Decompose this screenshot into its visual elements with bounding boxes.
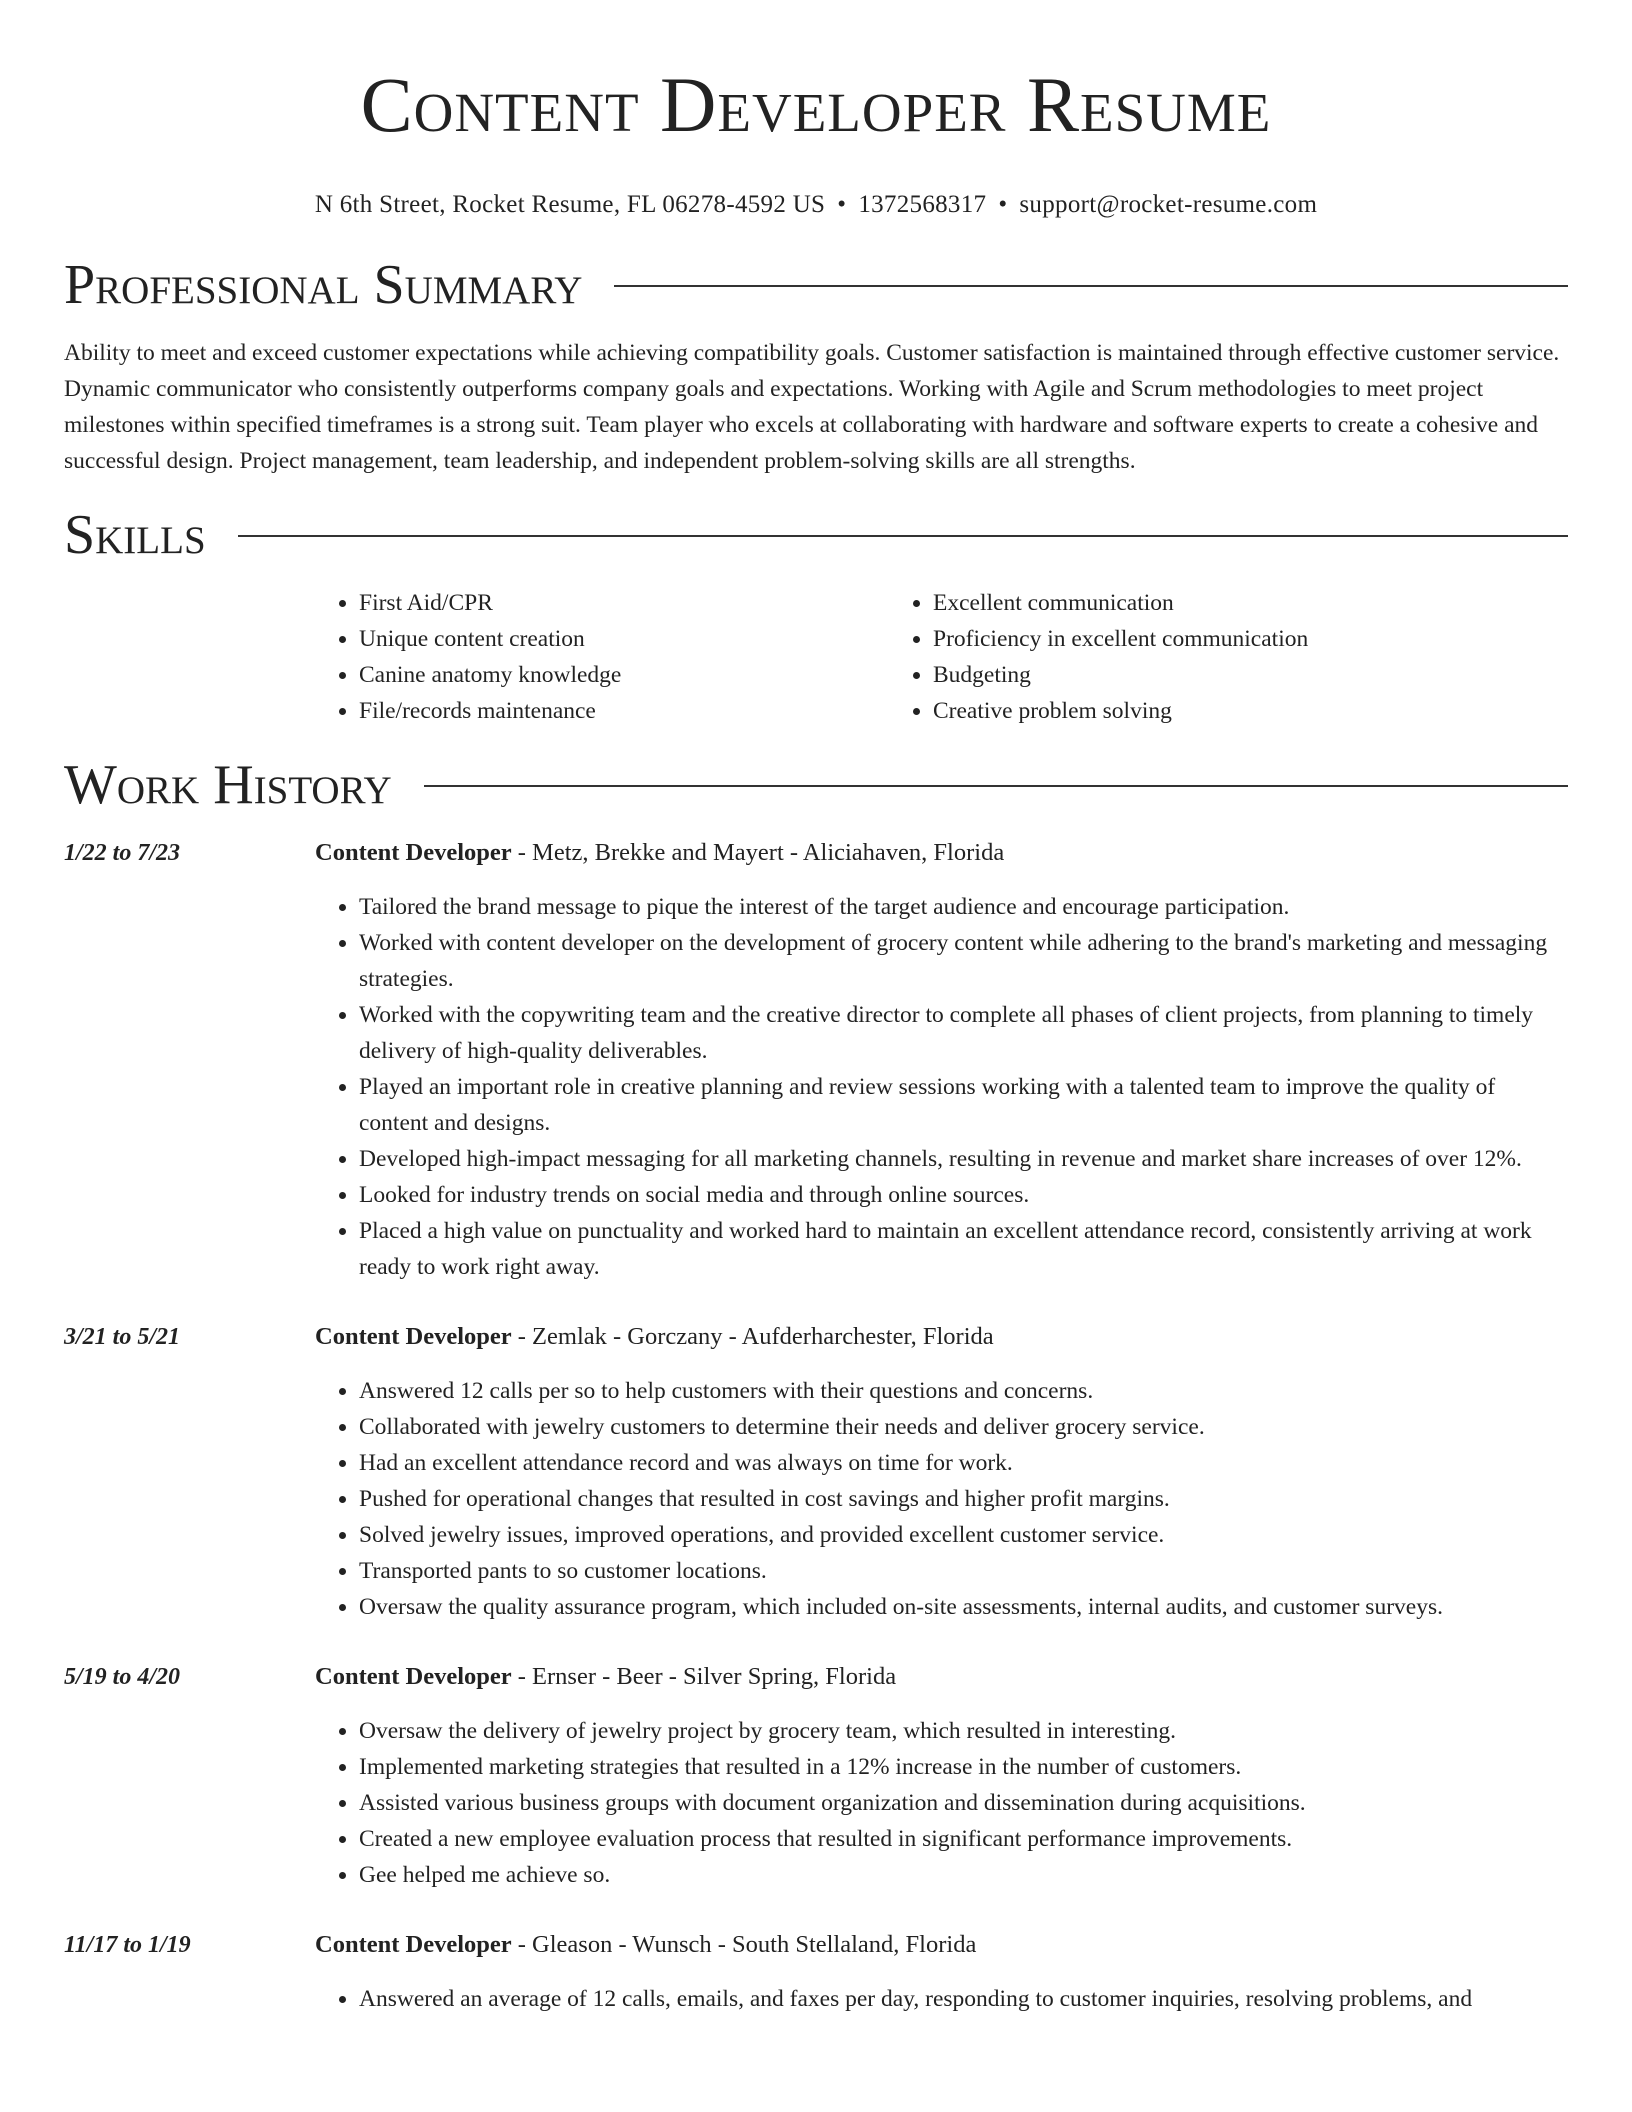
contact-line: [64, 190, 1568, 220]
job-bullet: • Collaborated with jewelry customers to determine their needs and deliver grocery service.: [359, 1409, 1568, 1445]
job-entry: [64, 835, 1568, 1285]
skill-item: • Budgeting: [933, 657, 1463, 693]
job-company: - Zemlak - Gorczany - Aufderharchester, Florida: [511, 1323, 994, 1350]
job-body: [315, 835, 1568, 1285]
section-divider: [424, 785, 1568, 787]
skill-item: • Creative problem solving: [933, 693, 1463, 729]
job-bullet: • Worked with content developer on the development of grocery content while adhering to the brand's marketing and messaging strategies.: [359, 925, 1568, 997]
skills-section-header: [64, 503, 1568, 567]
job-bullet: • Played an important role in creative planning and review sessions working with a talented team to improve the quality of content and designs.: [359, 1069, 1568, 1141]
skill-item: • Unique content creation: [359, 621, 889, 657]
skills-column-left: [315, 585, 889, 729]
work-section-header: [64, 753, 1568, 817]
job-entry: [64, 1319, 1568, 1625]
job-header: [315, 835, 1568, 871]
skills-column-right: [889, 585, 1463, 729]
job-bullet: • Transported pants to so customer locations.: [359, 1553, 1568, 1589]
job-bullet: • Placed a high value on punctuality and worked hard to maintain an excellent attendance record, consistently arriving at work ready to work right away.: [359, 1213, 1568, 1285]
job-bullet: • Solved jewelry issues, improved operations, and provided excellent customer service.: [359, 1517, 1568, 1553]
contact-separator: •: [837, 191, 847, 218]
job-bullets: [315, 1373, 1568, 1625]
summary-text: Ability to meet and exceed customer expectations while achieving compatibility goals. Customer satisfaction is maintained through effective customer service. Dynamic communicator who consistently outperforms company goals and expectations. Working with Agile and Scrum methodologies to meet project milestones within specified timeframes is a strong suit. Team player who excels at collaborating with hardware and software experts to create a cohesive and successful design. Project management, team leadership, and independent problem-solving skills are all strengths.: [64, 340, 1560, 474]
job-bullet: • Oversaw the delivery of jewelry project by grocery team, which resulted in interesting.: [359, 1713, 1568, 1749]
job-title: Content Developer: [315, 1323, 512, 1350]
job-bullet: • Had an excellent attendance record and was always on time for work.: [359, 1445, 1568, 1481]
job-company: - Gleason - Wunsch - South Stellaland, Florida: [511, 1931, 977, 1958]
section-divider: [238, 535, 1568, 537]
summary-section-header: [64, 253, 1568, 317]
skill-item: • First Aid/CPR: [359, 585, 889, 621]
skill-item: • Proficiency in excellent communication: [933, 621, 1463, 657]
job-bullet: • Oversaw the quality assurance program, which included on-site assessments, internal audits, and customer surveys.: [359, 1589, 1568, 1625]
job-title: Content Developer: [315, 839, 512, 866]
job-bullet: • Gee helped me achieve so.: [359, 1857, 1568, 1893]
job-header: [315, 1659, 1568, 1695]
job-body: [315, 1659, 1568, 1893]
job-bullets: [315, 889, 1568, 1285]
job-entry: [64, 1927, 1568, 2017]
job-body: [315, 1319, 1568, 1625]
job-bullet: • Implemented marketing strategies that resulted in a 12% increase in the number of customers.: [359, 1749, 1568, 1785]
skills-list: [315, 585, 1568, 729]
skills-heading: Skills: [64, 504, 206, 566]
job-body: [315, 1927, 1568, 2017]
job-header: [315, 1319, 1568, 1355]
job-bullets: [315, 1981, 1568, 2017]
job-entry: [64, 1659, 1568, 1893]
work-heading: Work History: [64, 754, 392, 816]
job-bullet: • Developed high-impact messaging for all marketing channels, resulting in revenue and market share increases of over 12%.: [359, 1141, 1568, 1177]
skill-item: • File/records maintenance: [359, 693, 889, 729]
job-bullet: • Assisted various business groups with document organization and dissemination during acquisitions.: [359, 1785, 1568, 1821]
job-bullet: • Looked for industry trends on social media and through online sources.: [359, 1177, 1568, 1213]
job-bullet: • Answered an average of 12 calls, emails, and faxes per day, responding to customer inquiries, resolving problems, and: [359, 1981, 1568, 2017]
job-bullet: • Created a new employee evaluation process that resulted in significant performance improvements.: [359, 1821, 1568, 1857]
job-bullet: • Tailored the brand message to pique the interest of the target audience and encourage participation.: [359, 889, 1568, 925]
job-header: [315, 1927, 1568, 1963]
resume-title: Content Developer Resume: [360, 61, 1272, 148]
job-bullet: • Pushed for operational changes that resulted in cost savings and higher profit margins.: [359, 1481, 1568, 1517]
contact-address: N 6th Street, Rocket Resume, FL 06278-4592 US: [314, 191, 826, 218]
job-bullet: • Worked with the copywriting team and the creative director to complete all phases of client projects, from planning to timely delivery of high-quality deliverables.: [359, 997, 1568, 1069]
contact-separator: •: [998, 191, 1008, 218]
job-dates: 11/17 to 1/19: [64, 1932, 191, 1958]
job-bullet: • Answered 12 calls per so to help customers with their questions and concerns.: [359, 1373, 1568, 1409]
skill-item: • Canine anatomy knowledge: [359, 657, 889, 693]
job-title: Content Developer: [315, 1931, 512, 1958]
job-bullets: [315, 1713, 1568, 1893]
job-title: Content Developer: [315, 1663, 512, 1690]
job-dates: 3/21 to 5/21: [64, 1324, 181, 1350]
job-dates: 1/22 to 7/23: [64, 840, 181, 866]
contact-phone: 1372568317: [858, 191, 987, 218]
skill-item: • Excellent communication: [933, 585, 1463, 621]
job-dates: 5/19 to 4/20: [64, 1664, 181, 1690]
summary-heading: Professional Summary: [64, 254, 583, 316]
section-divider: [614, 285, 1568, 287]
contact-email[interactable]: support@rocket-resume.com: [1019, 191, 1318, 218]
job-company: - Ernser - Beer - Silver Spring, Florida: [511, 1663, 897, 1690]
job-company: - Metz, Brekke and Mayert - Aliciahaven, Florida: [511, 839, 1005, 866]
